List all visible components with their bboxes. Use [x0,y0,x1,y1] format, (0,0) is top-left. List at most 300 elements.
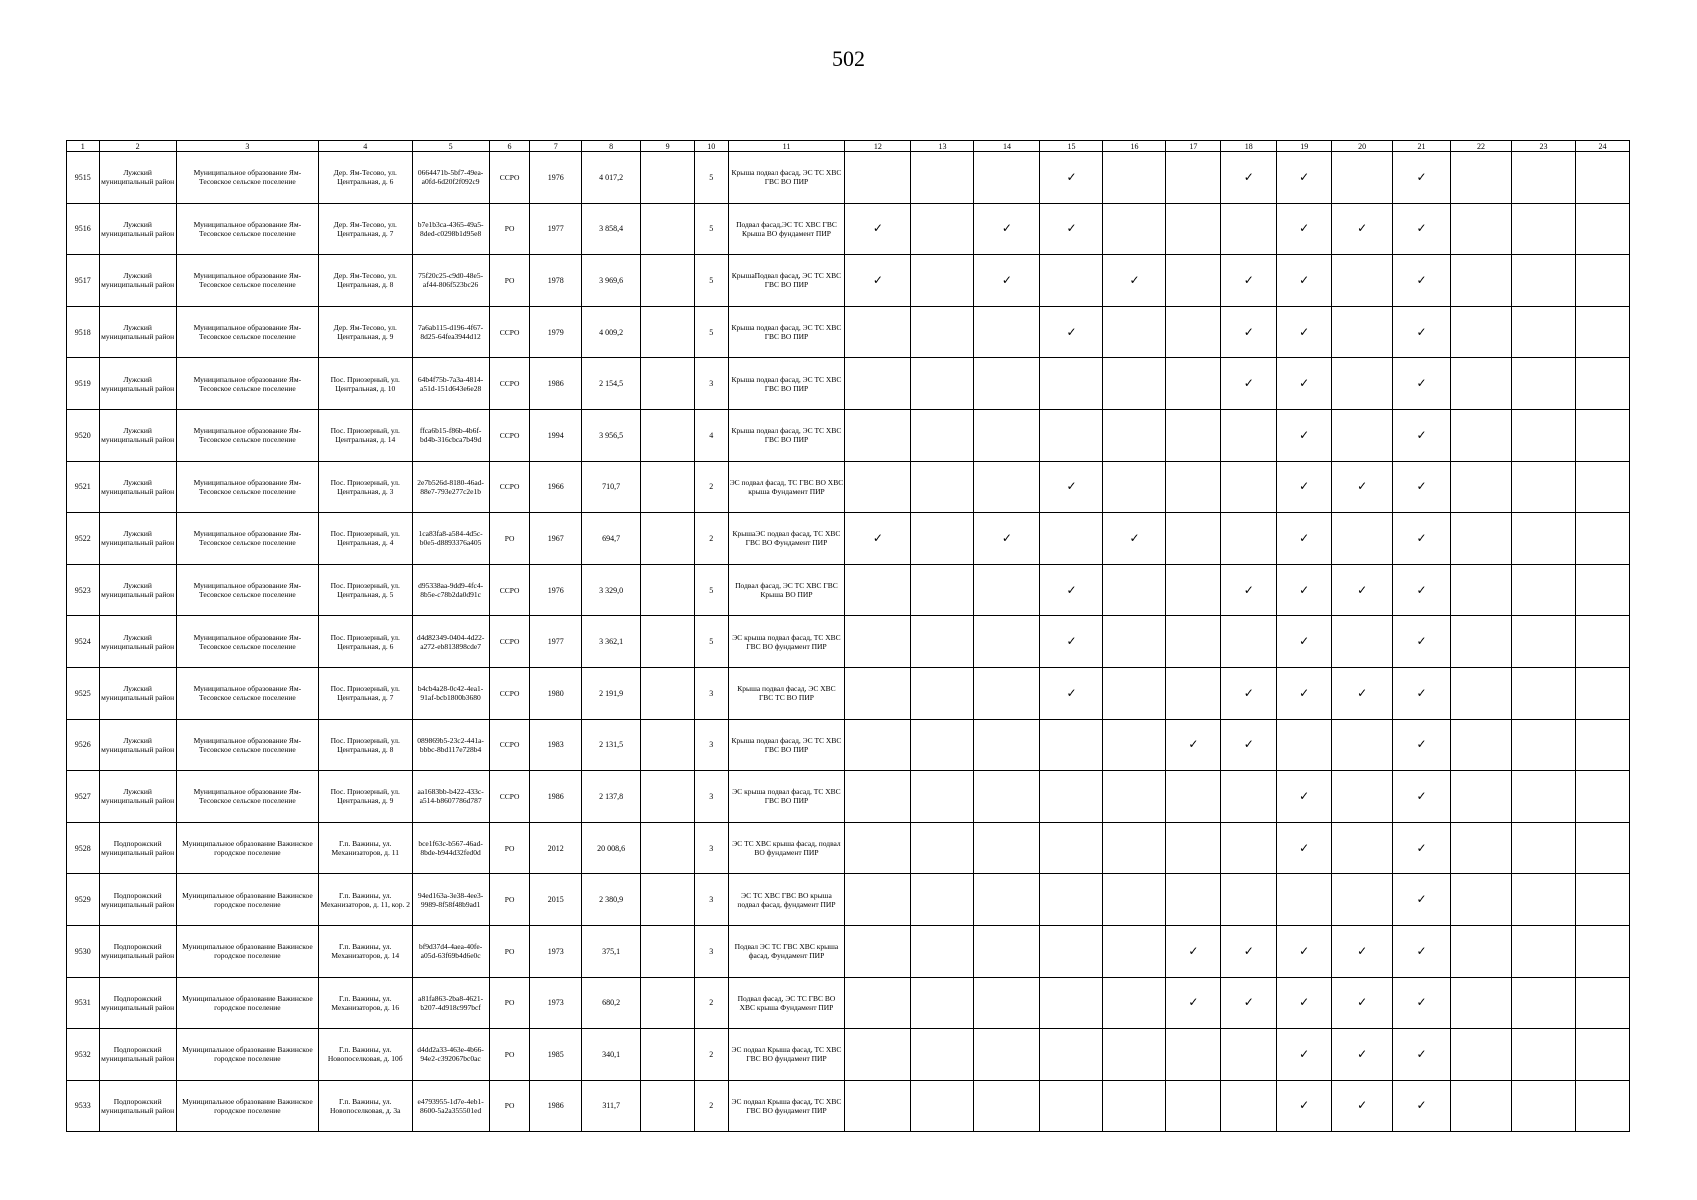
check-mark-icon: ✓ [1277,822,1332,874]
table-row [67,667,1630,719]
empty-cell [1332,719,1393,771]
area-cell: 710,7 [582,461,641,513]
empty-cell [1221,409,1277,461]
empty-cell [1451,977,1512,1029]
check-mark-icon: ✓ [1166,977,1221,1029]
check-mark-icon: ✓ [1332,1029,1393,1081]
fund-type-cell: РО [489,925,530,977]
check-mark-icon: ✓ [1040,203,1103,255]
address-cell: Пос. Приозерный, ул. Центральная, д. 14 [319,409,412,461]
empty-cell [1451,306,1512,358]
empty-cell [1332,306,1393,358]
check-mark-icon: ✓ [1277,1080,1332,1132]
check-mark-icon: ✓ [1393,925,1451,977]
building-code-cell: 94ed163a-3e38-4ee3-9989-8f58f48b9ad1 [412,874,489,926]
empty-cell [974,874,1040,926]
year-cell: 1976 [530,152,582,204]
address-cell: Г.п. Важины, ул. Новопоселковая, д. 3а [319,1080,412,1132]
empty-cell [911,874,974,926]
municipality-cell: Муниципальное образование Ям-Тесовское сельское поселение [176,409,318,461]
works-cell: Крыша подвал фасад, ЭС ТС ХВС ГВС ВО ПИР [728,719,845,771]
empty-cell [1040,977,1103,1029]
empty-cell [1103,203,1166,255]
empty-cell [1576,306,1630,358]
column-header: 4 [319,141,412,152]
empty-cell [1103,152,1166,204]
empty-cell [641,203,695,255]
year-cell: 1986 [530,771,582,823]
table-row [67,513,1630,565]
floors-cell: 5 [695,152,729,204]
empty-cell [641,358,695,410]
municipality-cell: Муниципальное образование Ям-Тесовское сельское поселение [176,358,318,410]
empty-cell [1511,667,1575,719]
column-header: 15 [1040,141,1103,152]
municipality-cell: Муниципальное образование Ям-Тесовское сельское поселение [176,152,318,204]
floors-cell: 3 [695,771,729,823]
check-mark-icon: ✓ [1393,255,1451,307]
empty-cell [974,771,1040,823]
year-cell: 1967 [530,513,582,565]
empty-cell [911,409,974,461]
row-number: 9520 [67,409,100,461]
check-mark-icon: ✓ [845,255,911,307]
row-number: 9525 [67,667,100,719]
column-header: 3 [176,141,318,152]
year-cell: 1977 [530,616,582,668]
check-mark-icon: ✓ [1221,719,1277,771]
works-cell: ЭС подвал Крыша фасад, ТС ХВС ГВС ВО фундамент ПИР [728,1080,845,1132]
check-mark-icon: ✓ [1103,255,1166,307]
data-table [66,140,1630,1132]
check-mark-icon: ✓ [1332,667,1393,719]
column-header: 23 [1511,141,1575,152]
empty-cell [974,358,1040,410]
empty-cell [1040,771,1103,823]
works-cell: ЭС ТС ХВС ГВС ВО крыша подвал фасад, фундамент ПИР [728,874,845,926]
page-number: 502 [832,46,865,71]
empty-cell [1103,925,1166,977]
municipality-cell: Муниципальное образование Ям-Тесовское сельское поселение [176,667,318,719]
empty-cell [911,152,974,204]
works-cell: Подвал фасад, ЭС ТС ГВС ВО ХВС крыша Фундамент ПИР [728,977,845,1029]
district-cell: Лужский муниципальный район [99,358,176,410]
empty-cell [974,1029,1040,1081]
empty-cell [1040,409,1103,461]
empty-cell [845,461,911,513]
municipality-cell: Муниципальное образование Ям-Тесовское сельское поселение [176,513,318,565]
empty-cell [1511,874,1575,926]
empty-cell [1040,925,1103,977]
empty-cell [1576,1029,1630,1081]
column-header: 20 [1332,141,1393,152]
table-row [67,822,1630,874]
empty-cell [1576,203,1630,255]
district-cell: Лужский муниципальный район [99,771,176,823]
area-cell: 680,2 [582,977,641,1029]
building-code-cell: b7e1b3ca-4365-49a5-8ded-c0298b1d95e8 [412,203,489,255]
empty-cell [641,513,695,565]
area-cell: 375,1 [582,925,641,977]
municipality-cell: Муниципальное образование Ям-Тесовское сельское поселение [176,719,318,771]
empty-cell [1221,1080,1277,1132]
empty-cell [911,461,974,513]
table-row [67,203,1630,255]
address-cell: Пос. Приозерный, ул. Центральная, д. 7 [319,667,412,719]
empty-cell [911,513,974,565]
district-cell: Подпорожский муниципальный район [99,977,176,1029]
fund-type-cell: ССРО [489,667,530,719]
district-cell: Лужский муниципальный район [99,719,176,771]
empty-cell [1103,306,1166,358]
table-row [67,306,1630,358]
empty-cell [845,306,911,358]
area-cell: 694,7 [582,513,641,565]
check-mark-icon: ✓ [1393,564,1451,616]
empty-cell [1277,874,1332,926]
table-row [67,1029,1630,1081]
empty-cell [1103,1080,1166,1132]
floors-cell: 3 [695,822,729,874]
year-cell: 1978 [530,255,582,307]
empty-cell [1332,409,1393,461]
empty-cell [1576,358,1630,410]
column-header: 2 [99,141,176,152]
column-header: 8 [582,141,641,152]
check-mark-icon: ✓ [1277,513,1332,565]
check-mark-icon: ✓ [1221,977,1277,1029]
municipality-cell: Муниципальное образование Ям-Тесовское сельское поселение [176,306,318,358]
check-mark-icon: ✓ [1277,771,1332,823]
column-header: 13 [911,141,974,152]
empty-cell [911,564,974,616]
check-mark-icon: ✓ [1221,358,1277,410]
empty-cell [1576,1080,1630,1132]
empty-cell [1511,925,1575,977]
empty-cell [1511,152,1575,204]
empty-cell [1166,409,1221,461]
empty-cell [1451,564,1512,616]
empty-cell [1166,461,1221,513]
column-header: 18 [1221,141,1277,152]
district-cell: Лужский муниципальный район [99,152,176,204]
area-cell: 2 380,9 [582,874,641,926]
address-cell: Пос. Приозерный, ул. Центральная, д. 5 [319,564,412,616]
empty-cell [1511,822,1575,874]
empty-cell [1166,1029,1221,1081]
table-row [67,616,1630,668]
row-number: 9524 [67,616,100,668]
empty-cell [641,564,695,616]
empty-cell [641,152,695,204]
check-mark-icon: ✓ [1393,874,1451,926]
empty-cell [1166,771,1221,823]
row-number: 9530 [67,925,100,977]
empty-cell [1166,306,1221,358]
empty-cell [1221,513,1277,565]
empty-cell [1511,1080,1575,1132]
empty-cell [1332,513,1393,565]
floors-cell: 3 [695,719,729,771]
works-cell: ЭС крыша подвал фасад, ТС ХВС ГВС ВО фундамент ПИР [728,616,845,668]
row-number: 9523 [67,564,100,616]
empty-cell [1451,461,1512,513]
row-number: 9519 [67,358,100,410]
check-mark-icon: ✓ [1332,925,1393,977]
empty-cell [1511,306,1575,358]
row-number: 9515 [67,152,100,204]
address-cell: Пос. Приозерный, ул. Центральная, д. 10 [319,358,412,410]
empty-cell [1451,822,1512,874]
fund-type-cell: РО [489,1029,530,1081]
empty-cell [641,1080,695,1132]
address-cell: Г.п. Важины, ул. Механизаторов, д. 14 [319,925,412,977]
district-cell: Лужский муниципальный район [99,461,176,513]
empty-cell [845,564,911,616]
works-cell: Подвал фасад,ЭС ТС ХВС ГВС Крыша ВО фундамент ПИР [728,203,845,255]
building-code-cell: d4d82349-0404-4d22-a272-eb813898cde7 [412,616,489,668]
empty-cell [1511,1029,1575,1081]
table-row [67,925,1630,977]
building-code-cell: d95338aa-9dd9-4fc4-8b5e-c78b2da0d91c [412,564,489,616]
area-cell: 311,7 [582,1080,641,1132]
empty-cell [1451,874,1512,926]
table-row [67,461,1630,513]
empty-cell [641,461,695,513]
check-mark-icon: ✓ [1277,925,1332,977]
building-code-cell: b4cb4a28-0c42-4ea1-91af-bcb1800b3680 [412,667,489,719]
address-cell: Пос. Приозерный, ул. Центральная, д. 9 [319,771,412,823]
works-cell: ЭС ТС ХВС крыша фасад, подвал ВО фундамент ПИР [728,822,845,874]
empty-cell [1221,616,1277,668]
fund-type-cell: ССРО [489,461,530,513]
district-cell: Лужский муниципальный район [99,203,176,255]
floors-cell: 3 [695,874,729,926]
empty-cell [1576,667,1630,719]
municipality-cell: Муниципальное образование Ям-Тесовское сельское поселение [176,771,318,823]
building-code-cell: ffca6b15-f86b-4b6f-bd4b-316cbca7b49d [412,409,489,461]
address-cell: Пос. Приозерный, ул. Центральная, д. 3 [319,461,412,513]
column-header: 7 [530,141,582,152]
floors-cell: 5 [695,255,729,307]
building-code-cell: e4793955-1d7e-4eb1-8600-5a2a355501ed [412,1080,489,1132]
address-cell: Г.п. Важины, ул. Механизаторов, д. 11, кор. 2 [319,874,412,926]
column-header: 1 [67,141,100,152]
works-cell: Крыша подвал фасад, ЭС ХВС ГВС ТС ВО ПИР [728,667,845,719]
empty-cell [1511,564,1575,616]
table-row [67,771,1630,823]
row-number: 9532 [67,1029,100,1081]
column-header: 22 [1451,141,1512,152]
works-cell: Подвал ЭС ТС ГВС ХВС крыша фасад, Фундамент ПИР [728,925,845,977]
address-cell: Дер. Ям-Тесово, ул. Центральная, д. 7 [319,203,412,255]
area-cell: 2 131,5 [582,719,641,771]
building-code-cell: aa1683bb-b422-433c-a514-b8607786d787 [412,771,489,823]
check-mark-icon: ✓ [1393,306,1451,358]
year-cell: 1986 [530,358,582,410]
building-code-cell: 64b4f75b-7a3a-4814-a51d-151d643e6e28 [412,358,489,410]
empty-cell [1040,358,1103,410]
year-cell: 1973 [530,925,582,977]
check-mark-icon: ✓ [1166,925,1221,977]
year-cell: 1966 [530,461,582,513]
check-mark-icon: ✓ [1040,564,1103,616]
empty-cell [911,977,974,1029]
empty-cell [974,616,1040,668]
check-mark-icon: ✓ [1393,203,1451,255]
empty-cell [1451,771,1512,823]
empty-cell [911,358,974,410]
column-header: 5 [412,141,489,152]
empty-cell [845,358,911,410]
empty-cell [845,1029,911,1081]
empty-cell [1511,513,1575,565]
column-header: 6 [489,141,530,152]
empty-cell [845,874,911,926]
area-cell: 3 858,4 [582,203,641,255]
empty-cell [1166,667,1221,719]
works-cell: Крыша подвал фасад, ЭС ТС ХВС ГВС ВО ПИР [728,152,845,204]
empty-cell [845,977,911,1029]
empty-cell [1277,719,1332,771]
check-mark-icon: ✓ [1277,358,1332,410]
check-mark-icon: ✓ [1393,461,1451,513]
building-code-cell: 75f20c25-c9d0-48e5-af44-806f523bc26 [412,255,489,307]
area-cell: 4 017,2 [582,152,641,204]
empty-cell [1576,152,1630,204]
area-cell: 3 969,6 [582,255,641,307]
column-header: 14 [974,141,1040,152]
address-cell: Пос. Приозерный, ул. Центральная, д. 6 [319,616,412,668]
row-number: 9531 [67,977,100,1029]
municipality-cell: Муниципальное образование Важинское городское поселение [176,1029,318,1081]
empty-cell [1511,719,1575,771]
empty-cell [911,925,974,977]
municipality-cell: Муниципальное образование Важинское городское поселение [176,1080,318,1132]
empty-cell [1332,771,1393,823]
empty-cell [641,616,695,668]
empty-cell [1451,409,1512,461]
building-code-cell: 7a6ab115-d196-4f67-8d25-64fea3944d12 [412,306,489,358]
empty-cell [1166,358,1221,410]
empty-cell [845,616,911,668]
empty-cell [1332,616,1393,668]
empty-cell [1166,564,1221,616]
year-cell: 1977 [530,203,582,255]
table-row [67,977,1630,1029]
check-mark-icon: ✓ [1393,358,1451,410]
floors-cell: 2 [695,977,729,1029]
empty-cell [1511,203,1575,255]
works-cell: КрышаЭС подвал фасад, ТС ХВС ГВС ВО Фундамент ПИР [728,513,845,565]
empty-cell [1576,461,1630,513]
check-mark-icon: ✓ [1040,152,1103,204]
check-mark-icon: ✓ [1221,152,1277,204]
empty-cell [641,822,695,874]
empty-cell [974,461,1040,513]
check-mark-icon: ✓ [1332,461,1393,513]
empty-cell [641,409,695,461]
empty-cell [845,925,911,977]
empty-cell [911,1080,974,1132]
area-cell: 3 329,0 [582,564,641,616]
empty-cell [1576,719,1630,771]
address-cell: Г.п. Важины, ул. Механизаторов, д. 16 [319,977,412,1029]
building-code-cell: 089869b5-23c2-441a-bbbc-8bd117e728b4 [412,719,489,771]
area-cell: 3 956,5 [582,409,641,461]
fund-type-cell: РО [489,977,530,1029]
municipality-cell: Муниципальное образование Важинское городское поселение [176,977,318,1029]
empty-cell [1576,513,1630,565]
works-cell: ЭС подвал Крыша фасад, ТС ХВС ГВС ВО фундамент ПИР [728,1029,845,1081]
empty-cell [974,306,1040,358]
check-mark-icon: ✓ [1277,1029,1332,1081]
empty-cell [1166,255,1221,307]
year-cell: 1979 [530,306,582,358]
check-mark-icon: ✓ [1393,977,1451,1029]
check-mark-icon: ✓ [974,513,1040,565]
empty-cell [1511,255,1575,307]
table-row [67,874,1630,926]
check-mark-icon: ✓ [1221,667,1277,719]
empty-cell [1040,822,1103,874]
check-mark-icon: ✓ [1332,203,1393,255]
check-mark-icon: ✓ [845,513,911,565]
empty-cell [641,874,695,926]
check-mark-icon: ✓ [1332,564,1393,616]
check-mark-icon: ✓ [1277,255,1332,307]
empty-cell [845,771,911,823]
empty-cell [641,667,695,719]
check-mark-icon: ✓ [1277,564,1332,616]
check-mark-icon: ✓ [1221,564,1277,616]
empty-cell [1576,822,1630,874]
empty-cell [1103,667,1166,719]
check-mark-icon: ✓ [1103,513,1166,565]
column-header: 16 [1103,141,1166,152]
empty-cell [1511,616,1575,668]
check-mark-icon: ✓ [1393,771,1451,823]
check-mark-icon: ✓ [1166,719,1221,771]
empty-cell [1103,771,1166,823]
empty-cell [1576,409,1630,461]
empty-cell [974,564,1040,616]
table-row [67,719,1630,771]
check-mark-icon: ✓ [1393,409,1451,461]
year-cell: 2012 [530,822,582,874]
floors-cell: 2 [695,1029,729,1081]
check-mark-icon: ✓ [974,255,1040,307]
check-mark-icon: ✓ [1393,1080,1451,1132]
district-cell: Лужский муниципальный район [99,306,176,358]
empty-cell [974,409,1040,461]
year-cell: 1976 [530,564,582,616]
works-cell: ЭС крыша подвал фасад, ТС ХВС ГВС ВО ПИР [728,771,845,823]
empty-cell [845,719,911,771]
floors-cell: 3 [695,925,729,977]
column-header: 11 [728,141,845,152]
empty-cell [641,255,695,307]
municipality-cell: Муниципальное образование Ям-Тесовское сельское поселение [176,564,318,616]
empty-cell [1040,1080,1103,1132]
empty-cell [1103,719,1166,771]
column-header: 12 [845,141,911,152]
district-cell: Подпорожский муниципальный район [99,1029,176,1081]
table-body [67,152,1630,1132]
check-mark-icon: ✓ [1040,306,1103,358]
empty-cell [1576,255,1630,307]
year-cell: 1983 [530,719,582,771]
